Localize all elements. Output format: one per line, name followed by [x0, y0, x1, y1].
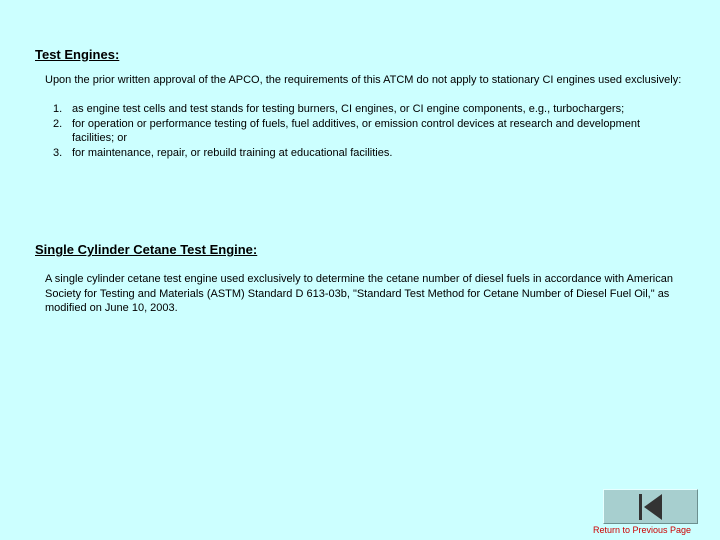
- list-item-number: 3.: [53, 146, 63, 159]
- list-item-text: for operation or performance testing of fuels, fuel additives, or emission control devices at research and development facilities; or: [72, 117, 641, 144]
- skip-back-icon: [638, 493, 664, 521]
- list-item: [45, 146, 685, 161]
- return-to-previous-page-link[interactable]: Return to Previous Page: [593, 525, 692, 535]
- list-item: [45, 102, 685, 117]
- exemption-list: [45, 102, 685, 160]
- section-title-test-engines: Test Engines:: [35, 47, 120, 62]
- previous-page-button[interactable]: [603, 489, 698, 524]
- list-item-text: as engine test cells and test stands for testing burners, CI engines, or CI engine components, e.g., turbochargers;: [72, 103, 625, 115]
- list-item-text: for maintenance, repair, or rebuild training at educational facilities.: [72, 146, 393, 159]
- list-item: [45, 117, 685, 146]
- list-item-number: 1.: [53, 103, 63, 115]
- section-title-single-cylinder: Single Cylinder Cetane Test Engine:: [35, 242, 258, 257]
- test-engines-intro: Upon the prior written approval of the APCO, the requirements of this ATCM do not apply to stationary CI engines used exclusively:: [45, 74, 682, 86]
- single-cylinder-body: A single cylinder cetane test engine used exclusively to determine the cetane number of diesel fuels in accordance with American Society for Testing and Materials (ASTM) Standard D 613-03b, "Standard Test Method for Cetane Number of Diesel Fuel Oil," as modified on June 10, 2003.: [45, 273, 673, 314]
- list-item-number: 2.: [53, 117, 63, 130]
